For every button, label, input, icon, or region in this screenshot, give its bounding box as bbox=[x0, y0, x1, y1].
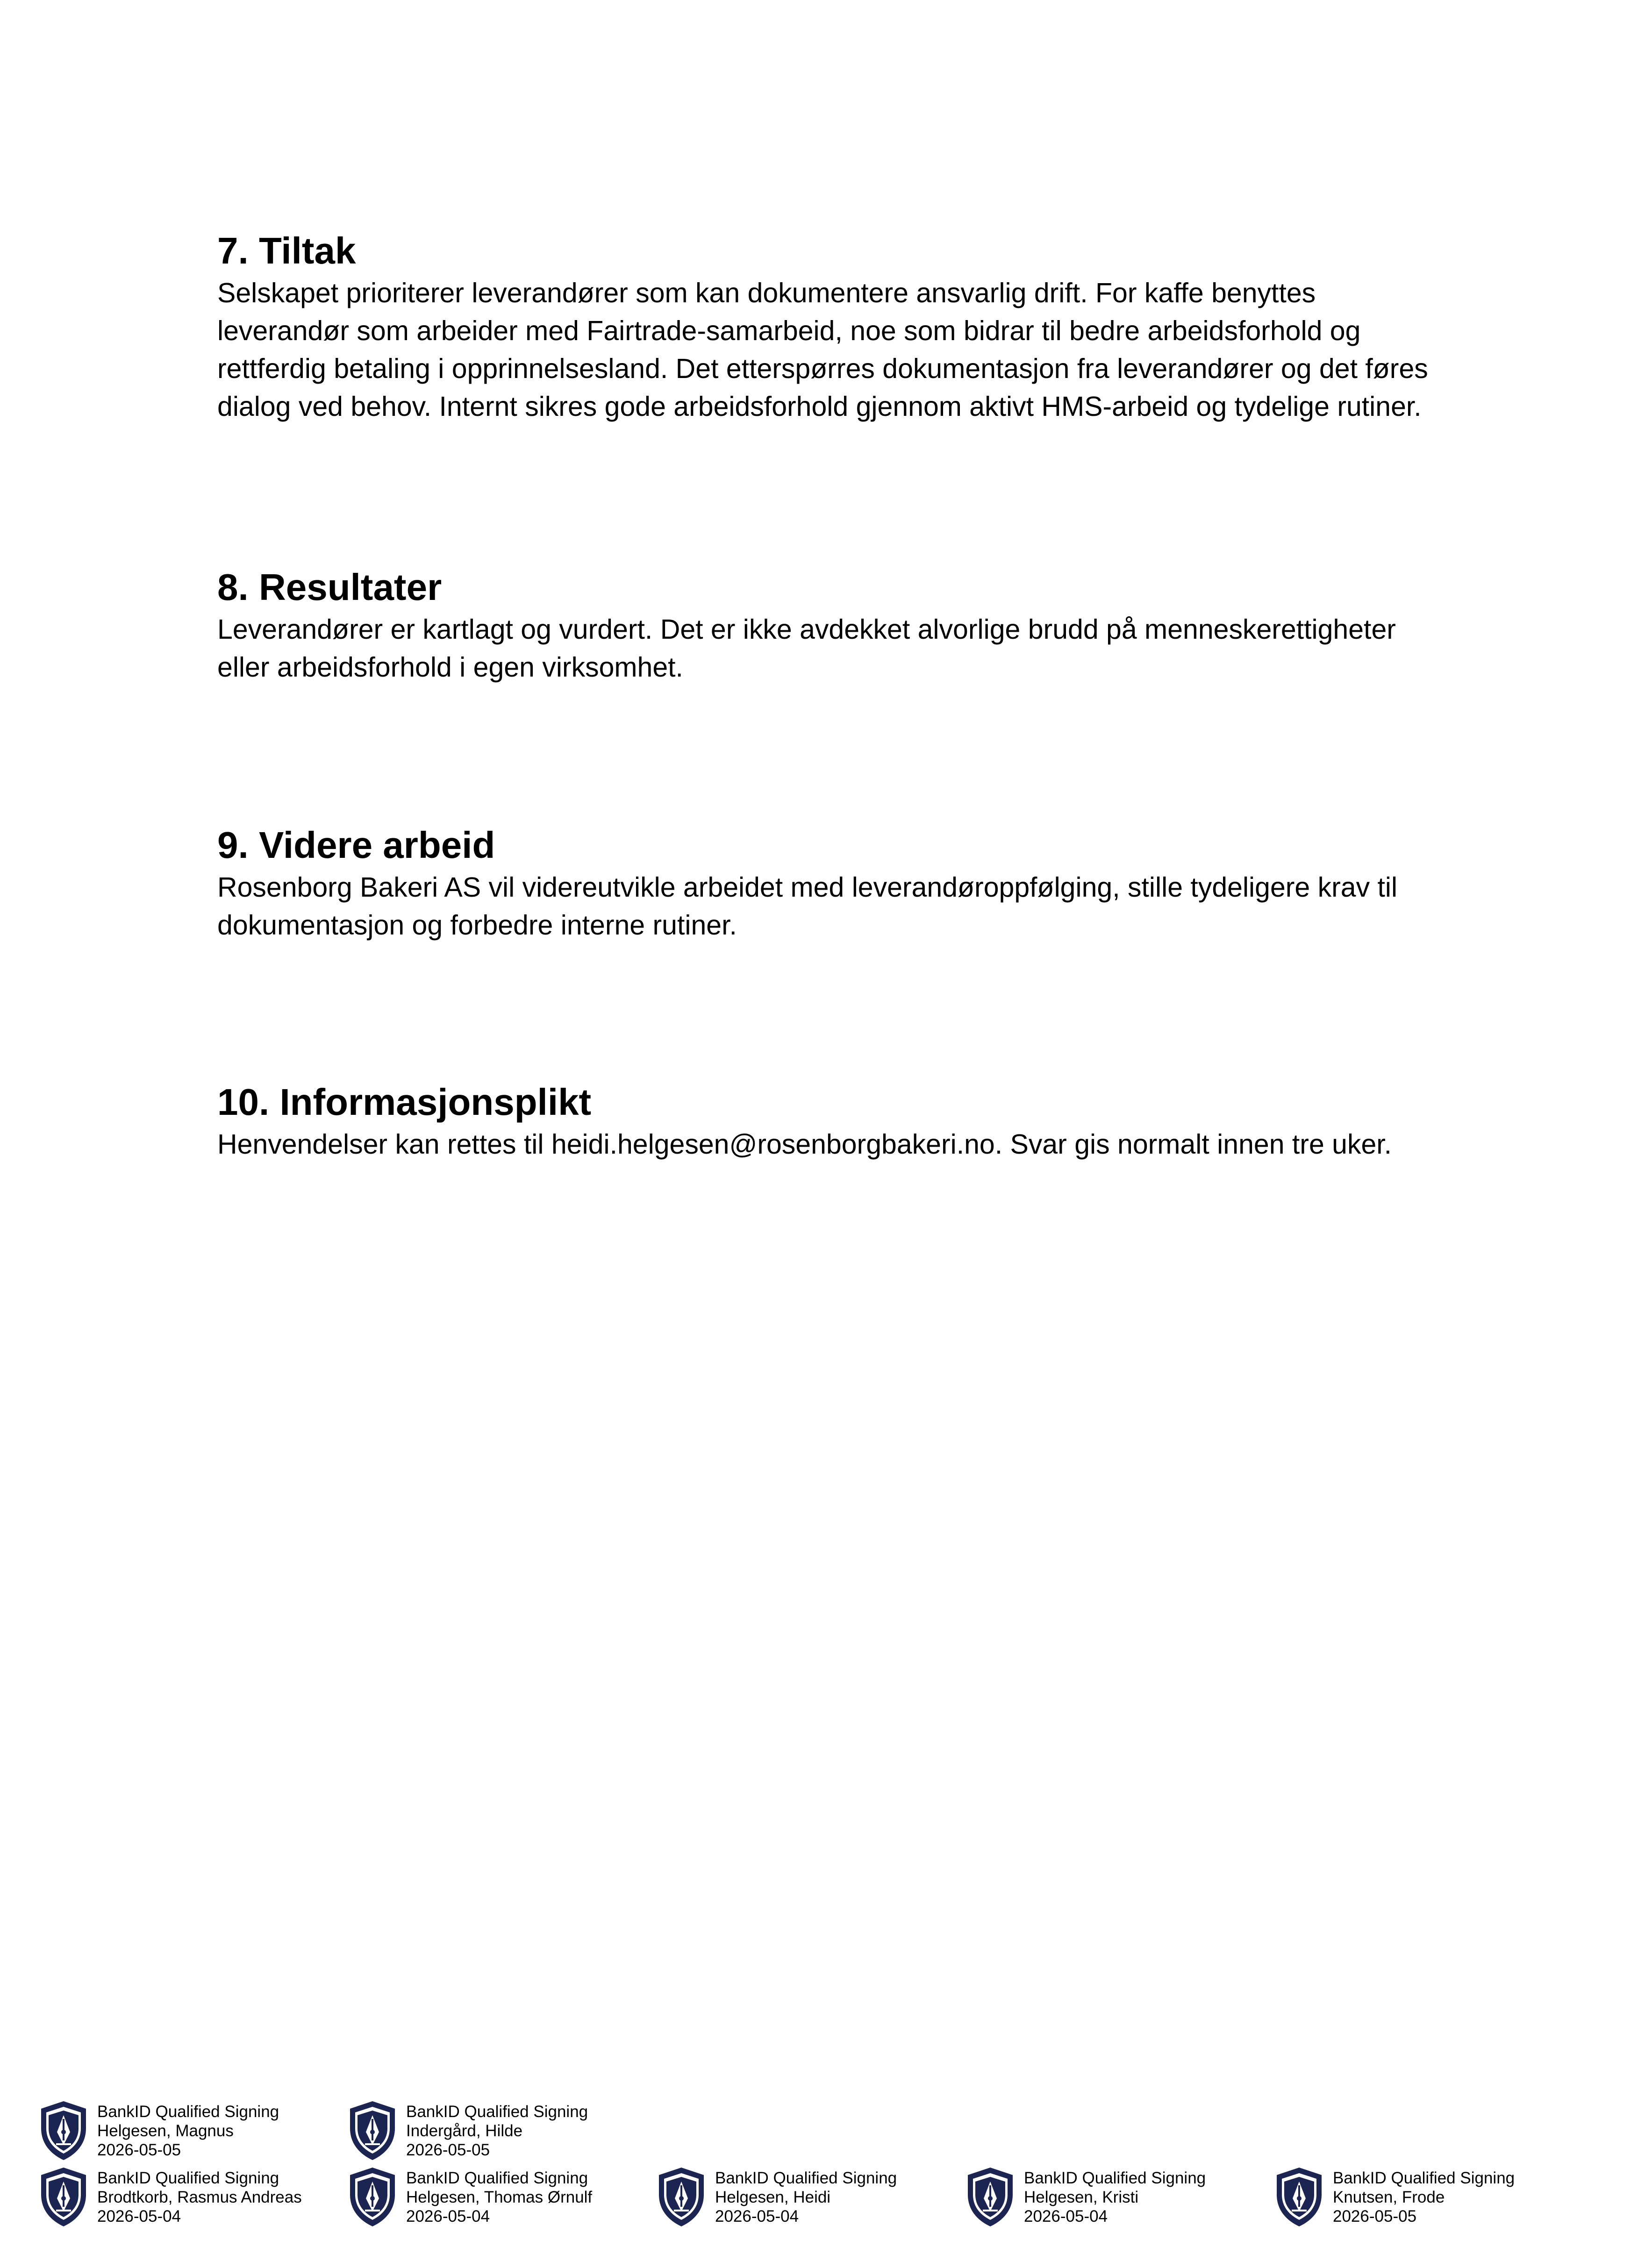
shield-pen-icon bbox=[37, 2166, 90, 2228]
body-line: eller arbeidsforhold i egen virksomhet. bbox=[217, 652, 683, 683]
signer-name: Helgesen, Kristi bbox=[1024, 2188, 1139, 2206]
section-tiltak bbox=[217, 228, 1479, 426]
section-body bbox=[217, 1126, 1479, 1163]
signature-method: BankID Qualified Signing bbox=[97, 2102, 279, 2121]
signature-block bbox=[655, 2164, 897, 2230]
signer-name: Brodtkorb, Rasmus Andreas bbox=[97, 2188, 302, 2206]
signature-method: BankID Qualified Signing bbox=[97, 2168, 279, 2187]
shield-pen-icon bbox=[346, 2099, 399, 2162]
signature-date: 2026-05-04 bbox=[715, 2207, 799, 2225]
section-resultater bbox=[217, 564, 1479, 686]
signature-date: 2026-05-04 bbox=[97, 2207, 181, 2225]
signature-date: 2026-05-05 bbox=[97, 2140, 181, 2159]
body-line: Rosenborg Bakeri AS vil videreutvikle arbeidet med leverandøroppfølging, stille tydeligere krav til bbox=[217, 872, 1398, 903]
section-body bbox=[217, 869, 1479, 944]
signature-date: 2026-05-04 bbox=[406, 2207, 490, 2225]
body-line: Leverandører er kartlagt og vurdert. Det er ikke avdekket alvorlige brudd på menneskerettigheter bbox=[217, 614, 1396, 645]
signer-name: Helgesen, Heidi bbox=[715, 2188, 831, 2206]
section-heading: 9. Videre arbeid bbox=[217, 824, 495, 866]
signer-name: Indergård, Hilde bbox=[406, 2121, 523, 2140]
shield-pen-icon bbox=[655, 2166, 708, 2228]
signature-method: BankID Qualified Signing bbox=[1024, 2168, 1206, 2187]
signature-method: BankID Qualified Signing bbox=[406, 2102, 588, 2121]
signature-block bbox=[964, 2164, 1206, 2230]
signer-name: Helgesen, Thomas Ørnulf bbox=[406, 2188, 593, 2206]
signature-block bbox=[1273, 2164, 1515, 2230]
section-heading: 10. Informasjonsplikt bbox=[217, 1081, 592, 1123]
signature-block bbox=[346, 2164, 592, 2230]
signature-date: 2026-05-05 bbox=[406, 2140, 490, 2159]
section-heading: 8. Resultater bbox=[217, 566, 442, 608]
body-line: leverandør som arbeider med Fairtrade-samarbeid, noe som bidrar til bedre arbeidsforhold og bbox=[217, 315, 1361, 346]
signature-method: BankID Qualified Signing bbox=[715, 2168, 897, 2187]
body-line: dialog ved behov. Internt sikres gode arbeidsforhold gjennom aktivt HMS-arbeid og tydelige rutiner. bbox=[217, 391, 1422, 422]
signature-date: 2026-05-04 bbox=[1024, 2207, 1108, 2225]
signature-block bbox=[37, 2098, 279, 2163]
section-informasjonsplikt bbox=[217, 1079, 1479, 1163]
section-body bbox=[217, 611, 1479, 686]
signature-block bbox=[346, 2098, 588, 2163]
body-line: rettferdig betaling i opprinnelsesland. Det etterspørres dokumentasjon fra leverandører og det føres bbox=[217, 353, 1428, 384]
signer-name: Helgesen, Magnus bbox=[97, 2121, 234, 2140]
signature-method: BankID Qualified Signing bbox=[1333, 2168, 1515, 2187]
body-line: dokumentasjon og forbedre interne rutiner. bbox=[217, 910, 737, 941]
section-heading: 7. Tiltak bbox=[217, 230, 356, 271]
signer-name: Knutsen, Frode bbox=[1333, 2188, 1445, 2206]
section-videre-arbeid bbox=[217, 822, 1479, 944]
shield-pen-icon bbox=[37, 2099, 90, 2162]
shield-pen-icon bbox=[346, 2166, 399, 2228]
body-line: Henvendelser kan rettes til heidi.helgesen@rosenborgbakeri.no. Svar gis normalt innen tre uker. bbox=[217, 1129, 1392, 1160]
shield-pen-icon bbox=[1273, 2166, 1325, 2228]
signature-block bbox=[37, 2164, 302, 2230]
signature-date: 2026-05-05 bbox=[1333, 2207, 1417, 2225]
section-body bbox=[217, 274, 1479, 426]
body-line: Selskapet prioriterer leverandører som kan dokumentere ansvarlig drift. For kaffe benyttes bbox=[217, 278, 1316, 308]
shield-pen-icon bbox=[964, 2166, 1016, 2228]
signature-method: BankID Qualified Signing bbox=[406, 2168, 588, 2187]
